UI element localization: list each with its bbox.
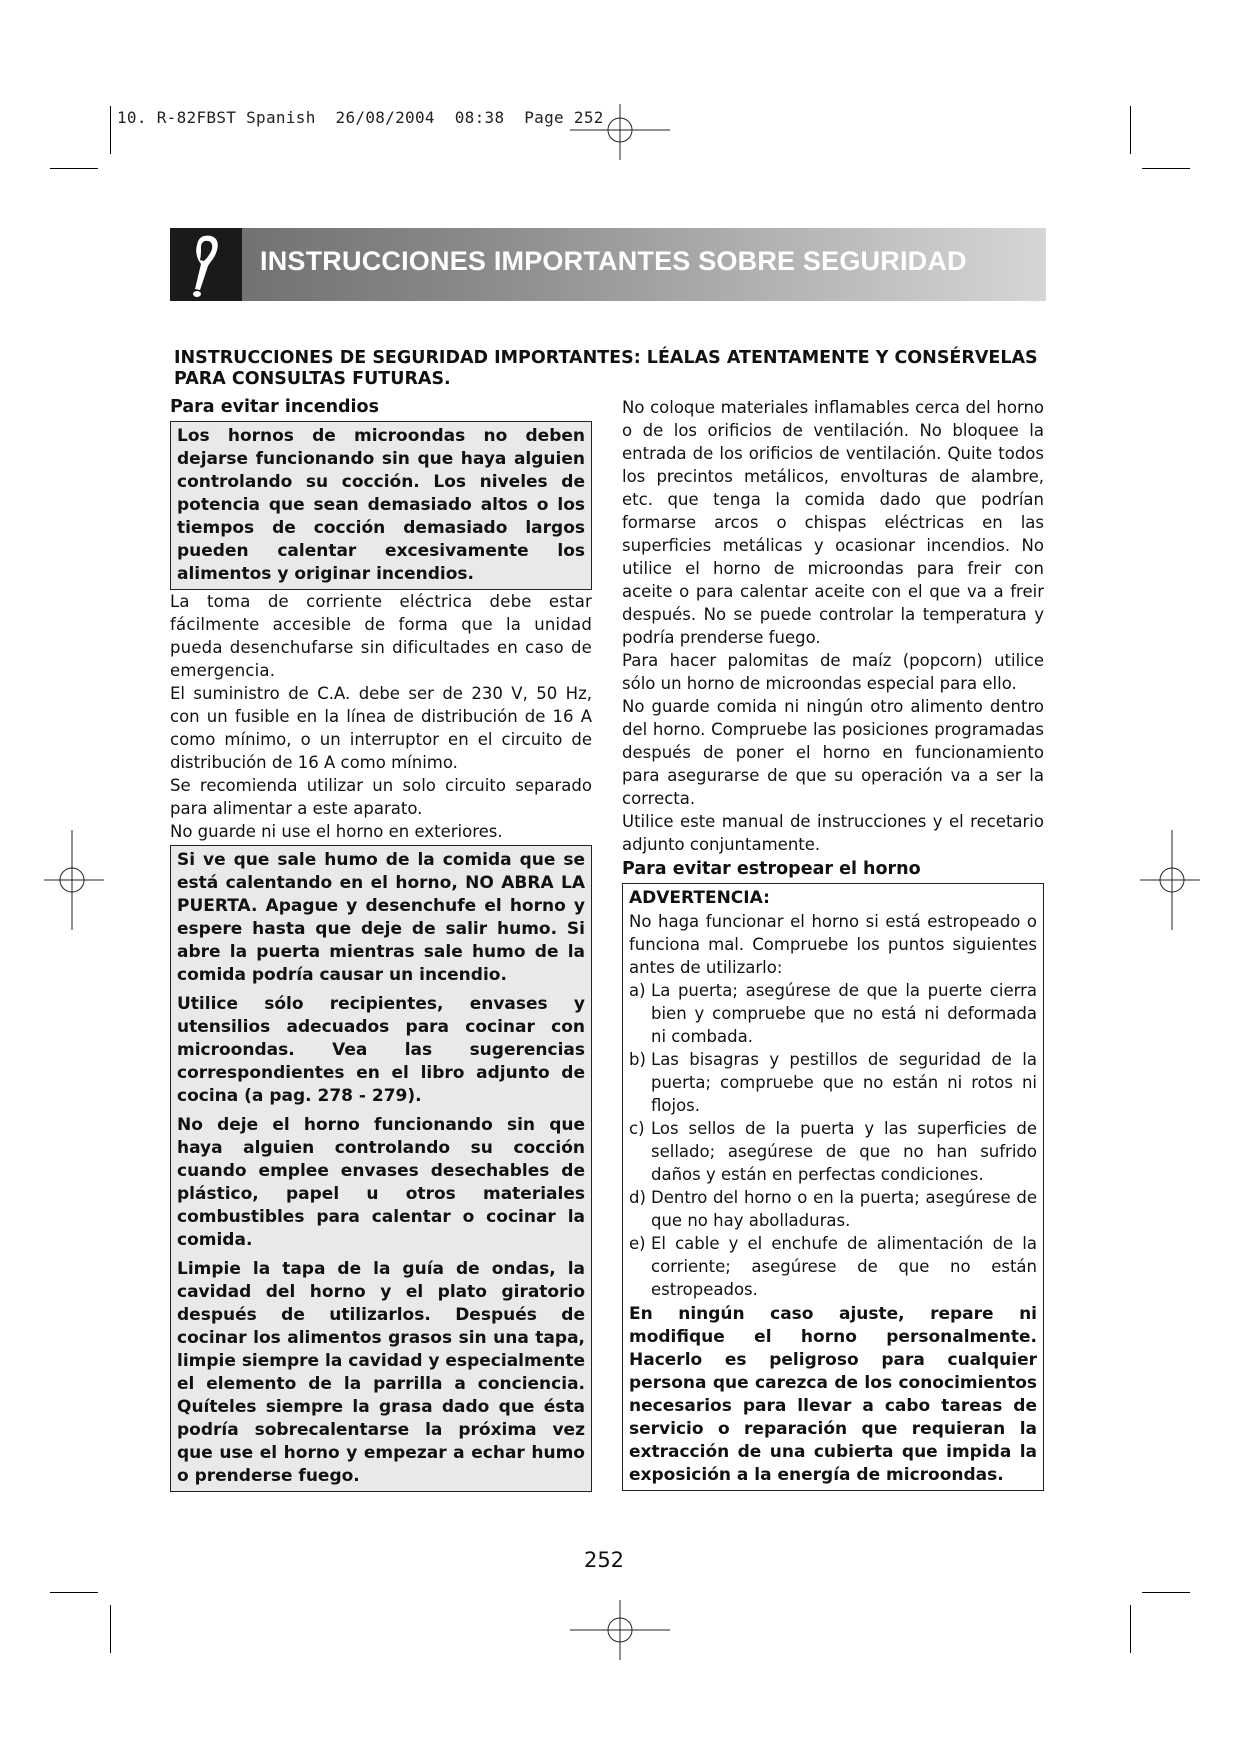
list-item [629,1048,1037,1117]
list-item-label: e) [629,1234,646,1253]
registration-mark-icon [44,830,104,930]
fire-warning-box [170,421,592,590]
page-number: 252 [583,1548,625,1572]
paragraph: No guarde ni use el horno en exteriores. [170,822,503,841]
crop-mark [1142,1592,1190,1593]
warning-title: ADVERTENCIA: [629,888,770,908]
warning-closing: En ningún caso ajuste, repare ni modifique el horno personalmente. Hacerlo es peligroso para cualquier persona que carezca de los conocimientos necesarios para llevar a cabo tareas de servicio o reparación que requieran la extracción de una cubierta que impida la exposición a la energía de microondas. [629,1304,1037,1485]
crop-mark [110,106,111,154]
smoke-warning-box [170,845,592,1492]
list-item-label: b) [629,1050,646,1069]
crop-mark [110,1605,111,1653]
list-item-text: Dentro del horno o en la puerta; asegúrese de que no hay abolladuras. [651,1188,1037,1230]
paragraph: Utilice este manual de instrucciones y el recetario adjunto conjuntamente. [622,812,1044,854]
crop-mark [50,168,98,169]
right-column [622,396,1044,1491]
paragraph: Se recomienda utilizar un solo circuito separado para alimentar a este aparato. [170,776,592,818]
section-heading-fire: Para evitar incendios [170,397,379,417]
list-item [629,1232,1037,1301]
crop-mark [50,1592,98,1593]
paragraph: No guarde comida ni ningún otro alimento dentro del horno. Compruebe las posiciones programadas después de poner el horno en funcionamiento para asegurarse de que su operación va a ser la correcta. [622,697,1044,808]
list-item [629,1117,1037,1186]
paragraph: No coloque materiales inflamables cerca del horno o de los orificios de ventilación. No bloquee la entrada de los orificios de ventilación. Quite todos los precintos metálicos, envolturas de alambre, etc. que tenga la comida dado que podrían formarse arcos o chispas eléctricas en las superficies metálicas y ocasionar incendios. No utilice el horno de microondas para freir con aceite o para calentar aceite con el que va a freir después. No se puede controlar la temperatura y podría prenderse fuego. [622,398,1044,647]
registration-mark-icon [570,104,670,164]
crop-mark [1130,106,1131,154]
registration-mark-icon [570,1600,670,1660]
paragraph: La toma de corriente eléctrica debe estar fácilmente accesible de forma que la unidad pueda desenchufarse sin dificultades en caso de emergencia. [170,592,592,680]
list-item-label: a) [629,981,646,1000]
print-header: 10. R-82FBST Spanish 26/08/2004 08:38 Page 252 [117,108,604,127]
list-item [629,979,1037,1048]
paragraph: Para hacer palomitas de maíz (popcorn) utilice sólo un horno de microondas especial para ello. [622,651,1044,693]
warning-paragraph: Si ve que sale humo de la comida que se está calentando en el horno, NO ABRA LA PUERTA. Apague y desenchufe el horno y espere hasta que deje de salir humo. Si abre la puerta mientras sale humo de la comida podría causar un incendio. [177,850,585,985]
crop-mark [1142,168,1190,169]
registration-mark-icon [1140,830,1200,930]
section-banner [170,228,1046,301]
banner-title: INSTRUCCIONES IMPORTANTES SOBRE SEGURIDAD [260,246,967,276]
section-heading-damage: Para evitar estropear el horno [622,859,921,879]
list-item-text: Las bisagras y pestillos de seguridad de la puerta; compruebe que no están ni rotos ni flojos. [651,1050,1037,1115]
advertencia-box [622,883,1044,1491]
left-column [170,396,592,1492]
check-list [629,979,1037,1301]
warning-paragraph: Utilice sólo recipientes, envases y utensilios adecuados para cocinar con microondas. Vea las sugerencias correspondientes en el libro adjunto de cocina (a pag. 278 - 279). [177,994,585,1106]
list-item-text: Los sellos de la puerta y las superficies de sellado; asegúrese de que no han sufrido daños y están en perfectas condiciones. [651,1119,1037,1184]
paragraph: El suministro de C.A. debe ser de 230 V, 50 Hz, con un fusible en la línea de distribución de 16 A como mínimo, o un interruptor en el circuito de distribución de 16 A como mínimo. [170,684,592,772]
fire-warning-text: Los hornos de microondas no deben dejarse funcionando sin que haya alguien controlando su cocción. Los niveles de potencia que sean demasiado altos o los tiempos de cocción demasiado largos pueden calentar excesivamente los alimentos y originar incendios. [177,426,585,584]
warning-intro: No haga funcionar el horno si está estropeado o funciona mal. Compruebe los puntos siguientes antes de utilizarlo: [629,912,1037,977]
warning-paragraph: No deje el horno funcionando sin que haya alguien controlando su cocción cuando emplee envases desechables de plástico, papel u otros materiales combustibles para calentar o cocinar la comida. [177,1115,585,1250]
warning-paragraph: Limpie la tapa de la guía de ondas, la cavidad del horno y el plato giratorio después de utilizarlos. Después de cocinar los alimentos grasos sin una tapa, limpie siempre la cavidad y especialmente el elemento de la parrilla a conciencia. Quíteles siempre la grasa dado que ésta podría sobrecalentarse la próxima vez que use el horno y empezar a echar humo o prenderse fuego. [177,1259,585,1486]
list-item [629,1186,1037,1232]
list-item-text: El cable y el enchufe de alimentación de la corriente; asegúrese de que no están estropeados. [651,1234,1037,1299]
list-item-text: La puerta; asegúrese de que la puerte cierra bien y compruebe que no está ni deformada ni combada. [651,981,1037,1046]
crop-mark [1130,1605,1131,1653]
exclamation-icon [170,228,242,301]
list-item-label: d) [629,1188,646,1207]
intro-heading: INSTRUCCIONES DE SEGURIDAD IMPORTANTES: LÉALAS ATENTAMENTE Y CONSÉRVELAS PARA CONSULTAS FUTURAS. [174,348,1038,389]
list-item-label: c) [629,1119,645,1138]
